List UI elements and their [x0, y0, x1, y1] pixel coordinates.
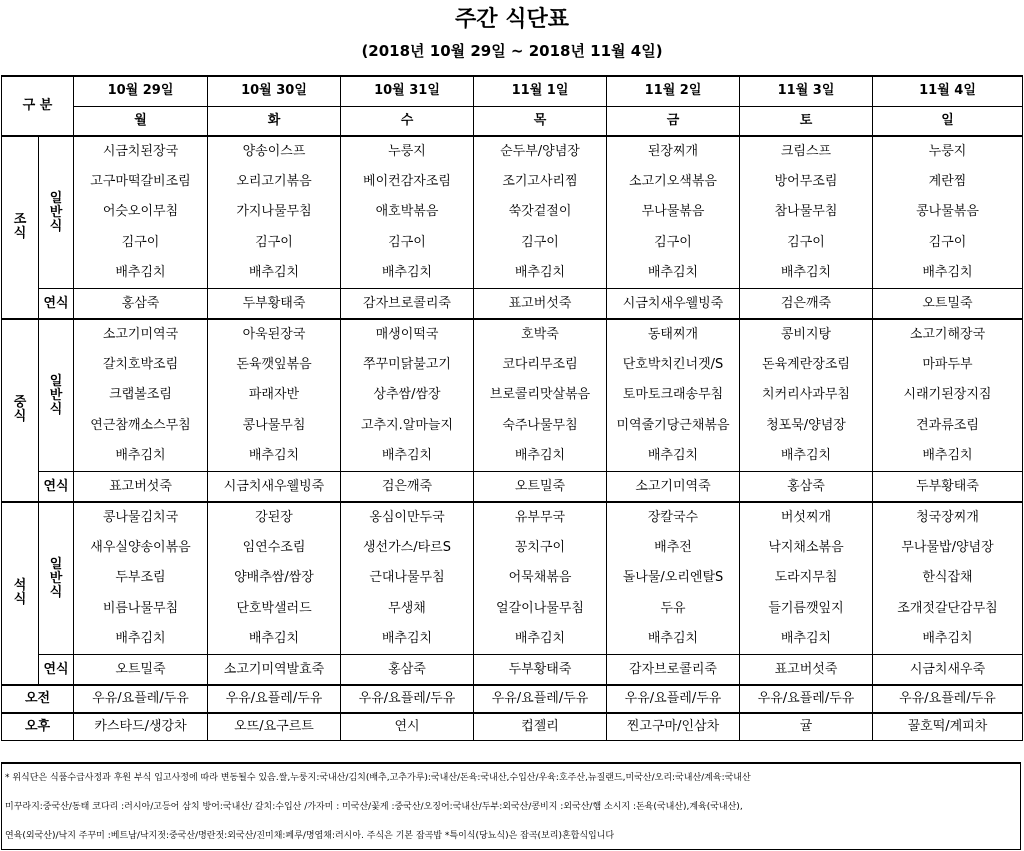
dish-cell: 배추김치: [474, 441, 607, 472]
snack-cell: 카스타드/생강차: [74, 713, 208, 741]
dish-cell: 오리고기볶음: [208, 167, 341, 198]
dish-cell: 배추김치: [208, 441, 341, 472]
dish-cell: 숙주나물무침: [474, 411, 607, 442]
dish-cell: 동태찌개: [607, 319, 740, 350]
page-title: 주간 식단표: [455, 7, 569, 32]
dish-cell: 연근참깨소스무침: [74, 411, 208, 442]
soft-dish-cell: 오트밀죽: [873, 289, 1023, 319]
breakfast-sub-label: [39, 136, 74, 289]
dish-cell: 김구이: [873, 228, 1023, 259]
date-header: 11월 4일: [873, 76, 1023, 106]
dish-cell: 단호박치킨너겟/S: [607, 350, 740, 381]
dish-cell: 된장찌개: [607, 136, 740, 167]
dish-cell: 가지나물무침: [208, 197, 341, 228]
snack-cell: 찐고구마/인삼차: [607, 713, 740, 741]
dish-cell: 옹심이만두국: [341, 502, 474, 533]
soft-dish-cell: 홍삼죽: [341, 655, 474, 685]
day-header: 화: [208, 106, 341, 136]
date-header: 11월 1일: [474, 76, 607, 106]
dish-cell: 크림스프: [740, 136, 873, 167]
dish-cell: 배추김치: [341, 258, 474, 289]
snack-cell: 오뜨/요구르트: [208, 713, 341, 741]
dish-cell: 미역줄기당근채볶음: [607, 411, 740, 442]
dish-cell: 김구이: [740, 228, 873, 259]
dish-cell: 소고기미역국: [74, 319, 208, 350]
snack-cell: 우유/요플레/두유: [474, 685, 607, 713]
dish-cell: 낙지채소볶음: [740, 533, 873, 564]
dish-cell: 크랩볼조림: [74, 380, 208, 411]
snack-cell: 연시: [341, 713, 474, 741]
dish-cell: 견과류조림: [873, 411, 1023, 442]
snack-cell: 꿀호떡/계피차: [873, 713, 1023, 741]
dish-cell: 김구이: [474, 228, 607, 259]
date-header: 11월 2일: [607, 76, 740, 106]
day-header: 금: [607, 106, 740, 136]
dish-cell: 고구마떡갈비조림: [74, 167, 208, 198]
dish-cell: 돈육깻잎볶음: [208, 350, 341, 381]
breakfast-sub-label-text: 일반식: [49, 190, 63, 234]
dinner-soft-label: 연식: [39, 655, 74, 685]
dish-cell: 청국장찌개: [873, 502, 1023, 533]
dish-cell: 무나물밥/양념장: [873, 533, 1023, 564]
soft-dish-cell: 감자브로콜리죽: [341, 289, 474, 319]
dish-cell: 김구이: [607, 228, 740, 259]
dish-cell: 배추김치: [607, 441, 740, 472]
soft-dish-cell: 두부황태죽: [873, 472, 1023, 502]
dish-cell: 콩나물볶음: [873, 197, 1023, 228]
dish-cell: 꽁치구이: [474, 533, 607, 564]
dish-cell: 새우실양송이볶음: [74, 533, 208, 564]
note-line: * 위식단은 식품수급사정과 후원 부식 입고사정에 따라 변동될수 있음.쌀,누룽지:국내산/김치(배추,고추가루):국내산/돈육:국내산,수입산/우육:호주산,뉴질랜드,미국산/오리:국내산/계육:국내산: [5, 773, 751, 783]
dish-cell: 계란찜: [873, 167, 1023, 198]
day-header: 토: [740, 106, 873, 136]
date-header: 10월 29일: [74, 76, 208, 106]
soft-dish-cell: 홍삼죽: [740, 472, 873, 502]
snack-cell: 우유/요플레/두유: [873, 685, 1023, 713]
dish-cell: 임연수조림: [208, 533, 341, 564]
dish-cell: 코다리무조림: [474, 350, 607, 381]
note-line: 연육(외국산)/낙지 주꾸미 :베트남/낙지젓:중국산/명란젓:외국산/진미채:페루/명엽채:러시아. 주식은 기본 잡곡밥 *특이식(당뇨식)은 잡곡(보리)혼합식입니다: [5, 831, 615, 841]
soft-dish-cell: 표고버섯죽: [474, 289, 607, 319]
date-header: 11월 3일: [740, 76, 873, 106]
dish-cell: 비름나물무침: [74, 594, 208, 625]
dish-cell: 조개젓갈단감무침: [873, 594, 1023, 625]
dish-cell: 조기고사리찜: [474, 167, 607, 198]
dish-cell: 무나물볶음: [607, 197, 740, 228]
dish-cell: 브로콜리맛살볶음: [474, 380, 607, 411]
dish-cell: 들기름깻잎지: [740, 594, 873, 625]
breakfast-label: [2, 136, 39, 319]
dish-cell: 배추김치: [74, 624, 208, 655]
soft-dish-cell: 검은깨죽: [740, 289, 873, 319]
dish-cell: 소고기해장국: [873, 319, 1023, 350]
dish-cell: 어슷오이무침: [74, 197, 208, 228]
snack_am-label: 오전: [2, 685, 74, 713]
dish-cell: 도라지무침: [740, 563, 873, 594]
dish-cell: 매생이떡국: [341, 319, 474, 350]
dish-cell: 토마토크래송무침: [607, 380, 740, 411]
dish-cell: 누룽지: [873, 136, 1023, 167]
dish-cell: 배추김치: [208, 624, 341, 655]
dish-cell: 배추김치: [341, 624, 474, 655]
dish-cell: 소고기오색볶음: [607, 167, 740, 198]
lunch-soft-label: 연식: [39, 472, 74, 502]
snack-cell: 우유/요플레/두유: [740, 685, 873, 713]
dish-cell: 치커리사과무침: [740, 380, 873, 411]
soft-dish-cell: 시금치새우웰빙죽: [208, 472, 341, 502]
soft-dish-cell: 오트밀죽: [474, 472, 607, 502]
dish-cell: 생선가스/타르S: [341, 533, 474, 564]
soft-dish-cell: 표고버섯죽: [740, 655, 873, 685]
snack_pm-label: 오후: [2, 713, 74, 741]
dish-cell: 장칼국수: [607, 502, 740, 533]
dish-cell: 배추김치: [740, 258, 873, 289]
dish-cell: 호박죽: [474, 319, 607, 350]
dish-cell: 배추김치: [873, 258, 1023, 289]
dish-cell: 양송이스프: [208, 136, 341, 167]
date-header: 10월 30일: [208, 76, 341, 106]
dinner-sub-label-text: 일반식: [49, 556, 63, 600]
dish-cell: 콩나물김치국: [74, 502, 208, 533]
dish-cell: 두부조림: [74, 563, 208, 594]
breakfast-soft-label: 연식: [39, 289, 74, 319]
dish-cell: 배추김치: [208, 258, 341, 289]
lunch-label: [2, 319, 39, 502]
dish-cell: 김구이: [74, 228, 208, 259]
lunch-sub-label: [39, 319, 74, 472]
dish-cell: 배추김치: [607, 258, 740, 289]
dish-cell: 배추김치: [607, 624, 740, 655]
dish-cell: 김구이: [341, 228, 474, 259]
dinner-label-text: 석 식: [13, 578, 27, 608]
soft-dish-cell: 시금치새우웰빙죽: [607, 289, 740, 319]
day-header: 수: [341, 106, 474, 136]
weekly-menu-table: [1, 75, 1023, 741]
dish-cell: 무생채: [341, 594, 474, 625]
dish-cell: 마파두부: [873, 350, 1023, 381]
period-subtitle: (2018년 10월 29일 ~ 2018년 11월 4일): [361, 42, 663, 60]
dish-cell: 배추김치: [474, 624, 607, 655]
snack-cell: 우유/요플레/두유: [74, 685, 208, 713]
lunch-sub-label-text: 일반식: [49, 373, 63, 417]
soft-dish-cell: 두부황태죽: [474, 655, 607, 685]
day-header: 목: [474, 106, 607, 136]
dish-cell: 콩나물무침: [208, 411, 341, 442]
dish-cell: 배추김치: [873, 441, 1023, 472]
soft-dish-cell: 소고기미역발효죽: [208, 655, 341, 685]
dish-cell: 김구이: [208, 228, 341, 259]
soft-dish-cell: 오트밀죽: [74, 655, 208, 685]
dish-cell: 배추김치: [74, 441, 208, 472]
dish-cell: 배추김치: [740, 441, 873, 472]
dish-cell: 청포묵/양념장: [740, 411, 873, 442]
dish-cell: 누룽지: [341, 136, 474, 167]
dish-cell: 참나물무침: [740, 197, 873, 228]
date-header: 10월 31일: [341, 76, 474, 106]
dish-cell: 양배추쌈/쌈장: [208, 563, 341, 594]
dish-cell: 어묵채볶음: [474, 563, 607, 594]
dish-cell: 아욱된장국: [208, 319, 341, 350]
dish-cell: 한식잡채: [873, 563, 1023, 594]
dish-cell: 배추김치: [873, 624, 1023, 655]
dish-cell: 고추지.알마늘지: [341, 411, 474, 442]
dish-cell: 배추김치: [474, 258, 607, 289]
soft-dish-cell: 시금치새우죽: [873, 655, 1023, 685]
dish-cell: 배추김치: [74, 258, 208, 289]
dish-cell: 버섯찌개: [740, 502, 873, 533]
dish-cell: 쑥갓겉절이: [474, 197, 607, 228]
dish-cell: 콩비지탕: [740, 319, 873, 350]
dish-cell: 방어무조림: [740, 167, 873, 198]
dish-cell: 단호박샐러드: [208, 594, 341, 625]
lunch-label-text: 중 식: [13, 395, 27, 425]
dish-cell: 상추쌈/쌈장: [341, 380, 474, 411]
soft-dish-cell: 검은깨죽: [341, 472, 474, 502]
soft-dish-cell: 소고기미역죽: [607, 472, 740, 502]
day-header: 일: [873, 106, 1023, 136]
dish-cell: 두유: [607, 594, 740, 625]
dish-cell: 쭈꾸미닭불고기: [341, 350, 474, 381]
dish-cell: 배추김치: [341, 441, 474, 472]
dish-cell: 시래기된장지짐: [873, 380, 1023, 411]
dish-cell: 애호박볶음: [341, 197, 474, 228]
breakfast-label-text: 조 식: [13, 212, 27, 242]
dish-cell: 근대나물무침: [341, 563, 474, 594]
note-line: 미꾸라지:중국산/동태 코다리 :러시아/고등어 삼치 방어:국내산/ 갈치:수입산 /가자미 : 미국산/꽃게 :중국산/오징어:국내산/두부:외국산/콩비지 :외국산/햄 소시지 :돈육(국내산),계육(국내산),: [5, 802, 743, 812]
snack-cell: 우유/요플레/두유: [208, 685, 341, 713]
dinner-label: [2, 502, 39, 685]
dish-cell: 순두부/양념장: [474, 136, 607, 167]
dish-cell: 유부무국: [474, 502, 607, 533]
soft-dish-cell: 두부황태죽: [208, 289, 341, 319]
dish-cell: 갈치호박조림: [74, 350, 208, 381]
dinner-sub-label: [39, 502, 74, 655]
dish-cell: 얼갈이나물무침: [474, 594, 607, 625]
dish-cell: 파래자반: [208, 380, 341, 411]
notes-box: [1, 762, 1021, 850]
dish-cell: 베이컨감자조림: [341, 167, 474, 198]
dish-cell: 돈육계란장조림: [740, 350, 873, 381]
soft-dish-cell: 감자브로콜리죽: [607, 655, 740, 685]
gubun-header: 구 분: [2, 76, 74, 136]
snack-cell: 우유/요플레/두유: [607, 685, 740, 713]
snack-cell: 우유/요플레/두유: [341, 685, 474, 713]
dish-cell: 배추전: [607, 533, 740, 564]
soft-dish-cell: 홍삼죽: [74, 289, 208, 319]
snack-cell: 귤: [740, 713, 873, 741]
day-header: 월: [74, 106, 208, 136]
dish-cell: 강된장: [208, 502, 341, 533]
dish-cell: 배추김치: [740, 624, 873, 655]
dish-cell: 시금치된장국: [74, 136, 208, 167]
soft-dish-cell: 표고버섯죽: [74, 472, 208, 502]
snack-cell: 컵젤리: [474, 713, 607, 741]
dish-cell: 돌나물/오리엔탈S: [607, 563, 740, 594]
